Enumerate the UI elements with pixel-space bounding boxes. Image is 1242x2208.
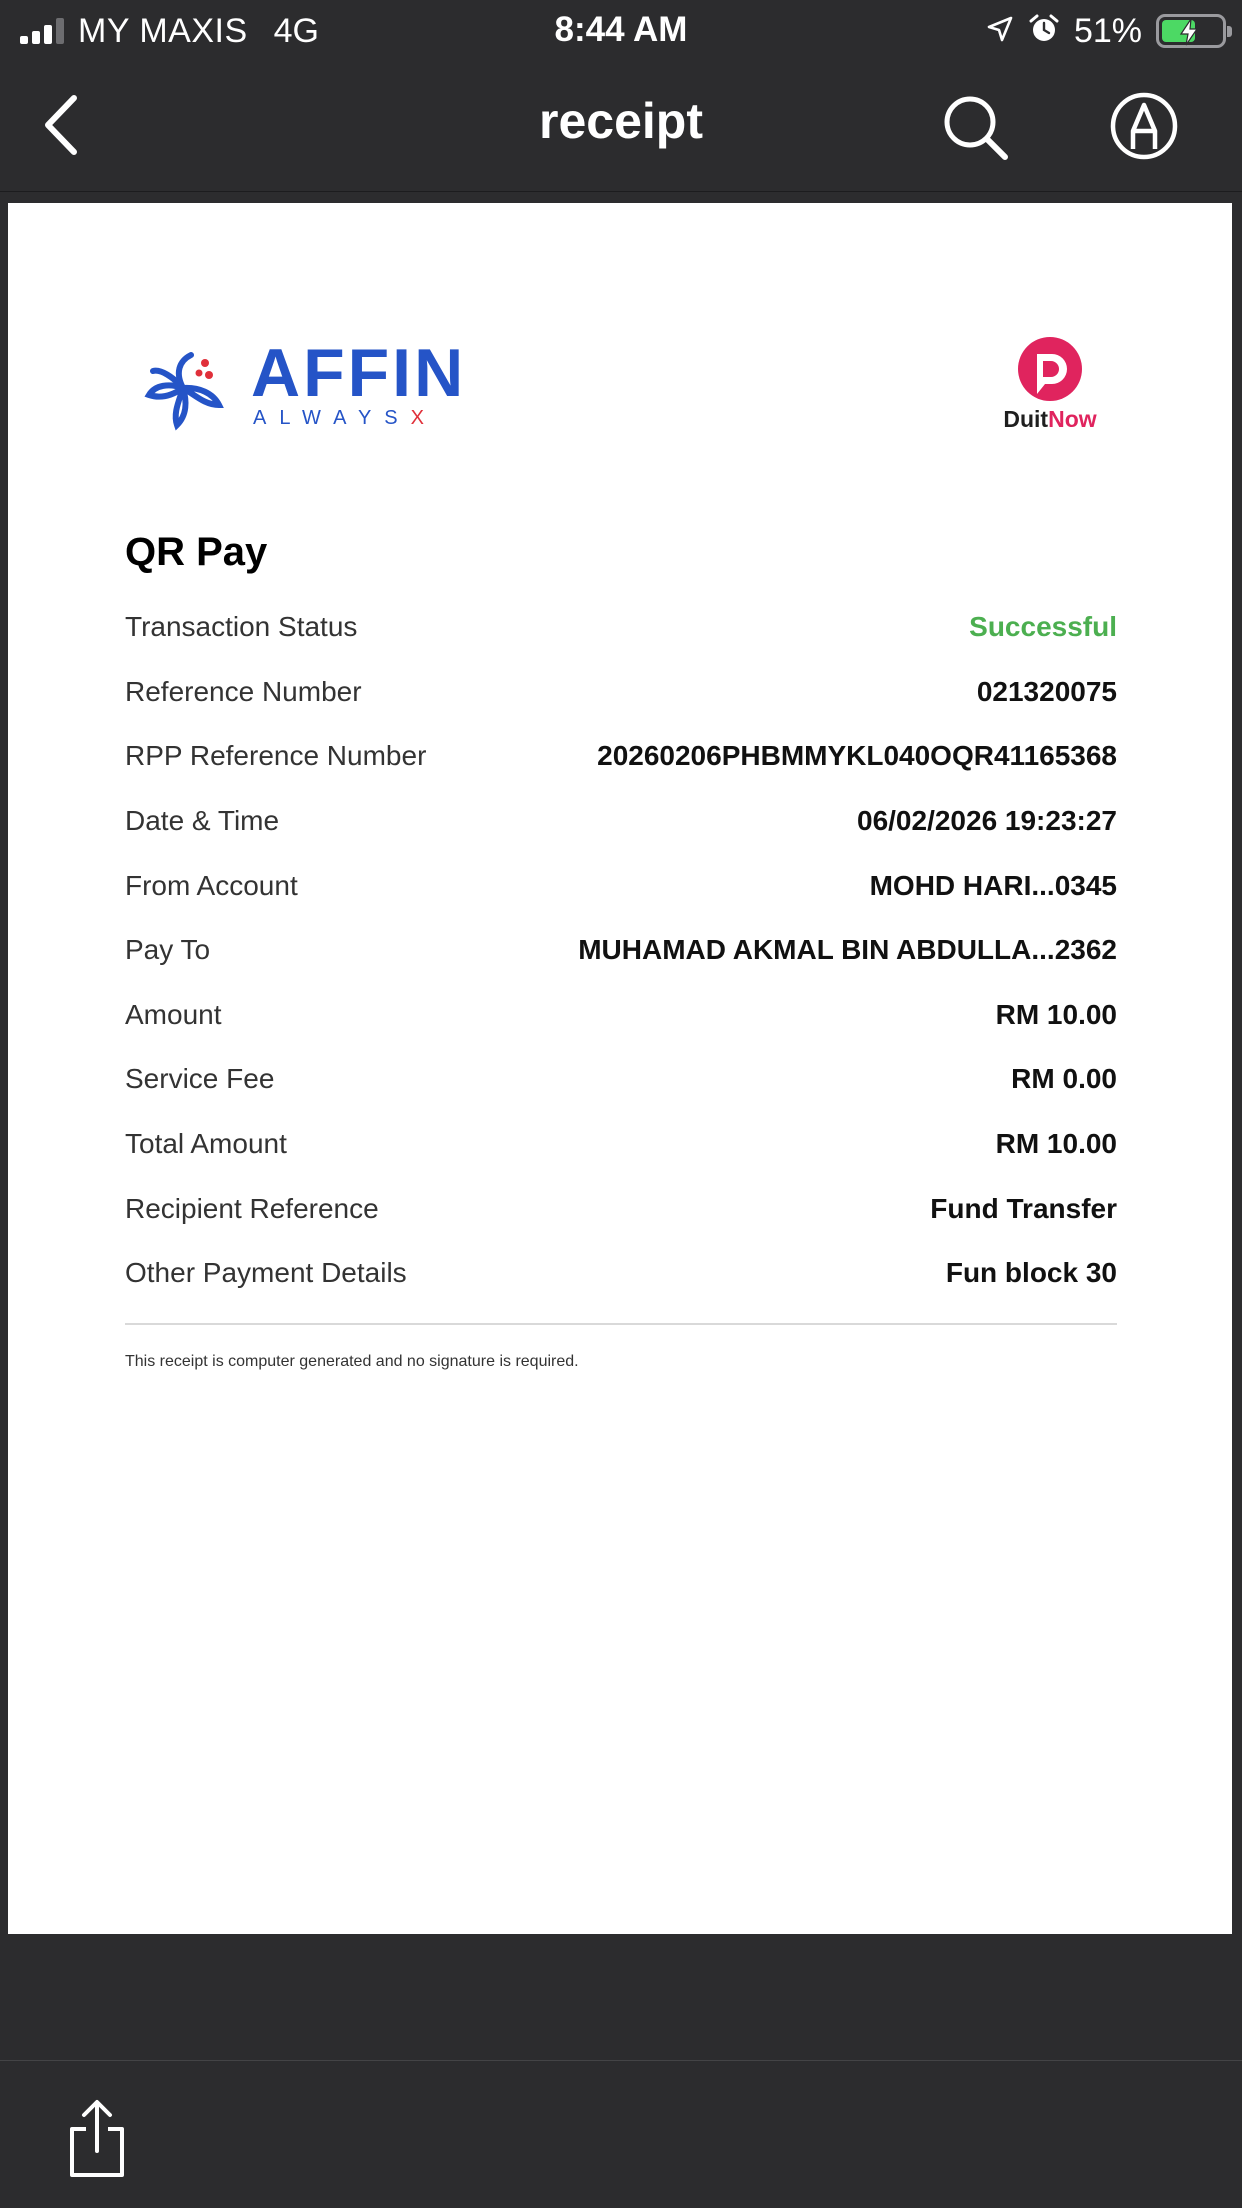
row-value: RM 0.00: [1011, 1063, 1117, 1095]
detail-row-rpp-reference: [125, 724, 1117, 789]
row-label: Pay To: [125, 934, 211, 966]
detail-row-total-amount: [125, 1112, 1117, 1177]
battery-percentage: 51%: [1073, 11, 1142, 50]
receipt-page: [8, 203, 1232, 1934]
status-bar: [0, 0, 1242, 62]
battery-charging-icon: [1156, 14, 1226, 48]
affin-tagline: ALWAYSX: [253, 407, 437, 429]
bottom-toolbar: [0, 2060, 1242, 2208]
affin-wordmark: AFFIN: [251, 335, 467, 411]
row-value: RM 10.00: [995, 1128, 1117, 1160]
duitnow-wordmark: DuitNow: [1003, 406, 1097, 432]
row-label: Recipient Reference: [125, 1192, 379, 1224]
navigation-bar: [0, 62, 1242, 192]
document-viewer[interactable]: [0, 193, 1242, 2060]
search-icon: [941, 93, 1011, 163]
detail-row-transaction-status: [125, 595, 1117, 660]
row-label: Other Payment Details: [125, 1257, 407, 1289]
row-value: MUHAMAD AKMAL BIN ABDULLA...2362: [578, 934, 1117, 966]
detail-row-service-fee: [125, 1047, 1117, 1112]
status-value: Successful: [969, 611, 1117, 643]
detail-row-from-account: [125, 853, 1117, 918]
row-label: Transaction Status: [125, 611, 358, 643]
row-value: MOHD HARI...0345: [869, 869, 1117, 901]
page-title: receipt: [539, 93, 703, 149]
row-label: Date & Time: [125, 805, 280, 837]
search-button[interactable]: [940, 92, 1012, 164]
markup-icon: [1109, 91, 1179, 161]
detail-row-reference-number: [125, 660, 1117, 725]
receipt-footnote: This receipt is computer generated and no signature is required.: [125, 1353, 579, 1370]
share-icon: [62, 2099, 132, 2179]
row-label: Amount: [125, 998, 222, 1030]
carrier-name: MY MAXIS: [78, 11, 248, 50]
network-type: 4G: [273, 11, 319, 50]
share-button[interactable]: [62, 2099, 132, 2179]
affin-bank-logo: [143, 333, 467, 433]
row-label: Service Fee: [125, 1063, 275, 1095]
markup-button[interactable]: [1108, 90, 1180, 162]
row-value: 20260206PHBMMYKL040OQR41165368: [597, 740, 1117, 772]
row-value: Fund Transfer: [930, 1192, 1117, 1224]
detail-row-amount: [125, 983, 1117, 1048]
divider: [125, 1323, 1117, 1325]
detail-row-pay-to: [125, 918, 1117, 983]
row-value: RM 10.00: [995, 998, 1117, 1030]
detail-row-date-time: [125, 789, 1117, 854]
affin-flower-icon: [143, 333, 243, 433]
detail-row-other-payment-details: [125, 1241, 1117, 1306]
status-right: [986, 10, 1226, 52]
row-label: RPP Reference Number: [125, 740, 427, 772]
receipt-title: QR Pay: [125, 530, 268, 574]
row-value: 06/02/2026 19:23:27: [857, 805, 1117, 837]
row-value: 021320075: [976, 675, 1117, 707]
row-label: From Account: [125, 869, 298, 901]
row-value: Fun block 30: [945, 1257, 1117, 1289]
row-label: Total Amount: [125, 1128, 287, 1160]
status-time: 8:44 AM: [554, 10, 688, 49]
location-icon: [986, 15, 1014, 48]
alarm-icon: [1028, 13, 1060, 50]
detail-row-recipient-reference: [125, 1176, 1117, 1241]
duitnow-icon: [990, 336, 1110, 404]
receipt-details: [125, 595, 1117, 1306]
row-label: Reference Number: [125, 675, 362, 707]
duitnow-logo: [990, 336, 1110, 436]
